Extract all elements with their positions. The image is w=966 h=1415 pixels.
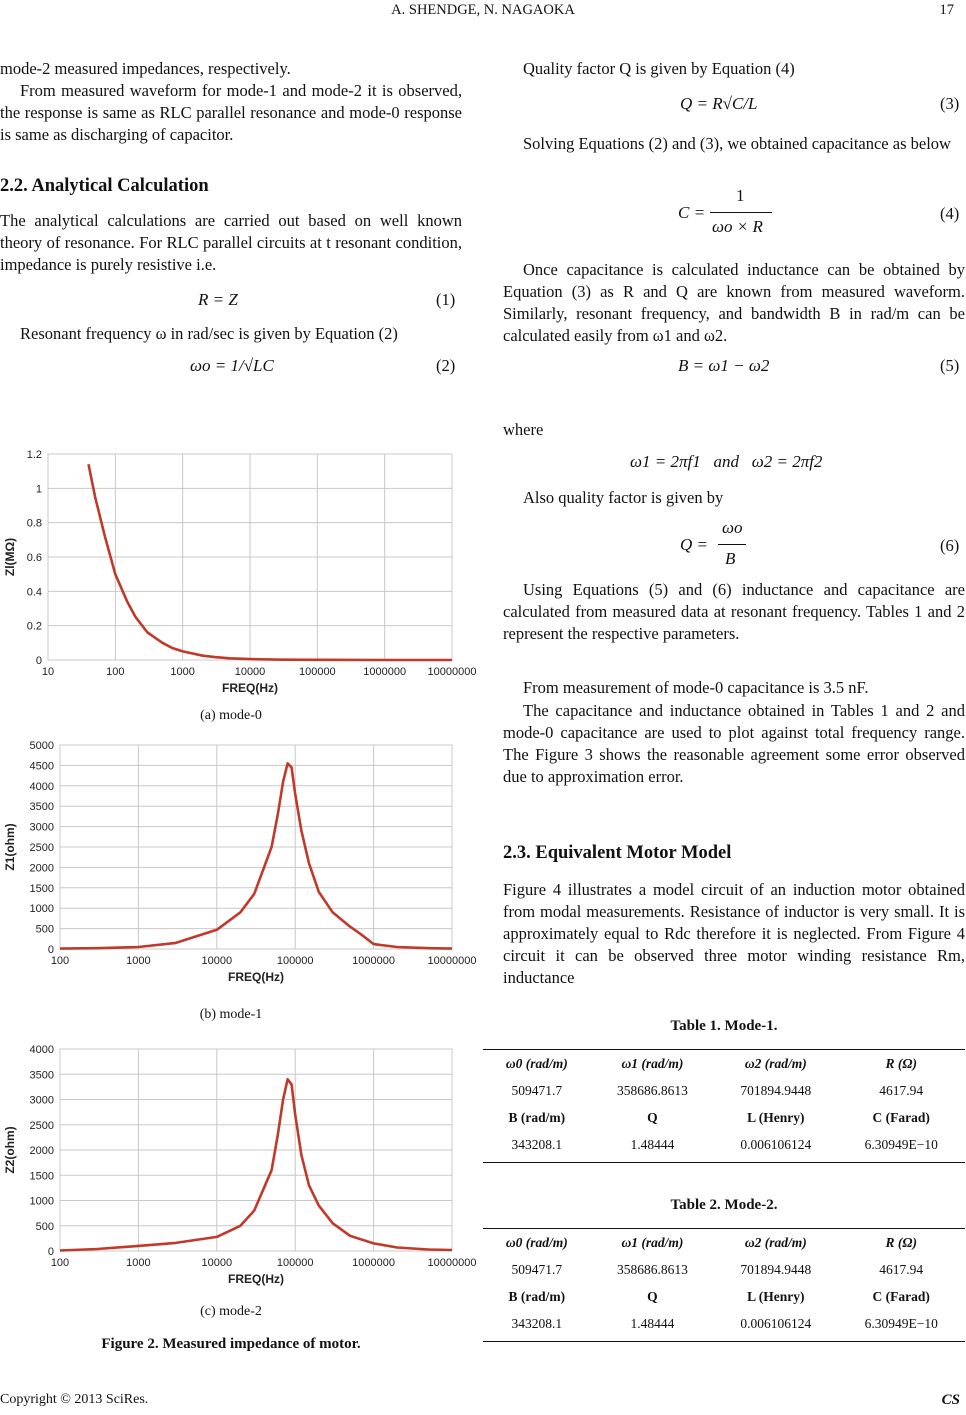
- paragraph: Solving Equations (2) and (3), we obtained capacitance as below: [523, 134, 951, 153]
- table-cell: 509471.7: [511, 1082, 563, 1098]
- footer-copyright: Copyright © 2013 SciRes.: [0, 1392, 149, 1407]
- y-tick-label: 0: [35, 655, 42, 667]
- y-tick-label: 1000: [29, 1195, 54, 1208]
- table-title: Table 2. Mode-2.: [670, 1197, 778, 1213]
- table-1: [483, 1018, 965, 1163]
- table-cell: 0.006106124: [740, 1315, 812, 1331]
- table-cell: 1.48444: [630, 1315, 675, 1331]
- table-head-cell: ω0 (rad/m): [505, 1055, 568, 1071]
- x-axis-label: FREQ(Hz): [222, 681, 278, 695]
- chart-caption: (b) mode-1: [199, 1007, 263, 1022]
- table-cell: 6.30949E−10: [864, 1315, 938, 1331]
- y-tick-label: 1: [35, 483, 42, 496]
- y-tick-label: 3500: [29, 801, 54, 814]
- x-tick-label: 1000000: [352, 955, 396, 967]
- equation-omega: ω1 = 2πf1 and ω2 = 2πf2: [630, 452, 823, 471]
- x-tick-label: 10000000: [427, 1257, 477, 1269]
- equation-number: (1): [436, 290, 456, 309]
- equation-number: (4): [940, 204, 960, 223]
- y-tick-label: 0.2: [26, 620, 42, 633]
- table-cell: 343208.1: [511, 1136, 563, 1152]
- paragraph: Resonant frequency ω in rad/sec is given by Equation (2): [20, 324, 398, 343]
- y-tick-label: 0.8: [26, 517, 42, 530]
- table-2: [483, 1197, 965, 1342]
- y-tick-label: 2500: [29, 1119, 54, 1132]
- y-tick-label: 3500: [29, 1069, 54, 1082]
- y-tick-label: 4000: [29, 1044, 54, 1056]
- y-tick-label: 0: [47, 1246, 54, 1258]
- table-cell: 358686.8613: [616, 1261, 688, 1277]
- equation-number: (5): [940, 356, 960, 375]
- paragraph: Quality factor Q is given by Equation (4): [523, 59, 795, 78]
- y-tick-label: 2000: [29, 862, 54, 875]
- equation-5: B = ω1 − ω2: [678, 356, 770, 375]
- chart-caption: (a) mode-0: [200, 708, 262, 723]
- eq-numerator: ωo: [722, 518, 743, 537]
- eq-lhs: C =: [678, 203, 706, 222]
- equation-number: (3): [940, 94, 960, 113]
- x-tick-label: 10: [41, 666, 55, 678]
- x-tick-label: 10000: [201, 955, 233, 967]
- x-tick-label: 100: [50, 955, 70, 967]
- equation-2: ωo = 1/√LC: [190, 356, 274, 375]
- y-tick-label: 1.2: [26, 449, 42, 461]
- table-body: [483, 1229, 965, 1337]
- y-axis-label: Z1(ohm): [3, 823, 17, 871]
- eq-numerator: 1: [736, 186, 745, 205]
- table-head-cell: ω1 (rad/m): [621, 1055, 684, 1071]
- table-body: [483, 1050, 965, 1158]
- table-head-cell: ω2 (rad/m): [744, 1055, 807, 1071]
- table-head-cell: R (Ω): [885, 1234, 917, 1250]
- equation-4: [678, 186, 788, 242]
- equation-number: (2): [436, 356, 456, 375]
- y-tick-label: 3000: [29, 1094, 54, 1107]
- x-axis-label: FREQ(Hz): [228, 1272, 284, 1286]
- y-axis-label: Z2(ohm): [3, 1126, 17, 1174]
- table-head-cell: Q: [647, 1109, 658, 1125]
- paragraph: The analytical calculations are carried out based on well known theory of resonance. For RLC parallel circuits at t resonant condition, impedance is purely resistive i.e.: [0, 211, 462, 274]
- paragraph: mode-2 measured impedances, respectively.: [0, 59, 291, 78]
- equation-6: [680, 518, 760, 574]
- paragraph: From measured waveform for mode-1 and mode-2 it is observed, the response is same as RLC parallel resonance and mode-0 response is same as discharging of capacitor.: [0, 81, 462, 144]
- y-tick-label: 1500: [29, 1170, 54, 1183]
- table-title: Table 1. Mode-1.: [670, 1018, 778, 1034]
- chart-mode-2: [0, 1037, 477, 1297]
- x-tick-label: 100000: [298, 666, 336, 678]
- x-tick-label: 100: [106, 666, 125, 678]
- table-cell: 701894.9448: [740, 1082, 812, 1098]
- y-tick-label: 0.4: [26, 586, 42, 599]
- x-tick-label: 1000: [126, 955, 151, 967]
- paragraph: From measurement of mode-0 capacitance is 3.5 nF.: [523, 678, 869, 697]
- x-tick-label: 100000: [276, 1257, 314, 1269]
- table-cell: 6.30949E−10: [864, 1136, 938, 1152]
- table-cell: 343208.1: [511, 1315, 563, 1331]
- paragraph: Also quality factor is given by: [523, 488, 724, 507]
- y-axis-label: Zl(MΩ): [3, 537, 17, 577]
- table-cell: 358686.8613: [616, 1082, 688, 1098]
- table-head-cell: R (Ω): [885, 1055, 917, 1071]
- section-heading: 2.2. Analytical Calculation: [0, 176, 209, 196]
- paragraph: Using Equations (5) and (6) inductance and capacitance are calculated from measured data at resonant frequency. Tables 1 and 2 represent the respective parameters.: [503, 580, 965, 643]
- table-head-cell: ω0 (rad/m): [505, 1234, 568, 1250]
- table-head-cell: C (Farad): [872, 1109, 930, 1125]
- x-tick-label: 10000: [234, 666, 266, 678]
- page-number: 17: [939, 2, 954, 18]
- y-tick-label: 0.6: [26, 552, 42, 564]
- table-cell: 509471.7: [511, 1261, 563, 1277]
- section-heading: 2.3. Equivalent Motor Model: [503, 843, 732, 863]
- y-tick-label: 500: [35, 1220, 54, 1233]
- fraction-bar: [710, 212, 772, 213]
- table-head-cell: L (Henry): [747, 1288, 805, 1304]
- table-head-cell: B (rad/m): [508, 1288, 566, 1304]
- table-head-cell: ω1 (rad/m): [621, 1234, 684, 1250]
- y-tick-label: 3000: [29, 821, 54, 834]
- table-cell: 0.006106124: [740, 1136, 812, 1152]
- table-head-cell: ω2 (rad/m): [744, 1234, 807, 1250]
- y-tick-label: 5000: [29, 740, 54, 752]
- table-cell: 4617.94: [879, 1082, 924, 1098]
- paragraph: The capacitance and inductance obtained in Tables 1 and 2 and mode-0 capacitance are used to plot against total frequency range. The Figure 3 shows the reasonable agreement some error observed due to approximation error.: [503, 701, 965, 786]
- table-head-cell: L (Henry): [747, 1109, 805, 1125]
- x-tick-label: 10000000: [427, 666, 477, 678]
- x-tick-label: 10000000: [427, 955, 477, 967]
- x-tick-label: 1000: [170, 666, 195, 678]
- paragraph: Once capacitance is calculated inductance can be obtained by Equation (3) as R and Q are known from measured waveform. Similarly, resonant frequency, and bandwidth B in rad/m can be calculated easily from ω1 and ω2.: [503, 260, 965, 345]
- footer-journal: CS: [941, 1392, 960, 1408]
- chart-mode-1: [0, 733, 477, 1003]
- table-head-cell: C (Farad): [872, 1288, 930, 1304]
- x-tick-label: 10000: [201, 1257, 233, 1269]
- chart-caption: (c) mode-2: [200, 1304, 262, 1319]
- table-head-cell: Q: [647, 1288, 658, 1304]
- chart-mode-0: [0, 440, 477, 702]
- paragraph: Figure 4 illustrates a model circuit of an induction motor obtained from modal measurements. Resistance of inductor is very small. It is approximately equal to Rdc therefore it is neglected. From Figure 4 circuit it can be observed three motor winding resistance Rm, inductance: [503, 880, 965, 987]
- equation-1: R = Z: [198, 290, 238, 309]
- x-tick-label: 100: [50, 1257, 70, 1269]
- y-tick-label: 2000: [29, 1145, 54, 1157]
- x-tick-label: 1000: [126, 1257, 151, 1269]
- fraction-bar: [718, 544, 746, 545]
- y-tick-label: 1500: [29, 882, 54, 895]
- y-tick-label: 1000: [29, 903, 54, 916]
- eq-lhs: Q =: [680, 535, 708, 554]
- equation-3: Q = R√C/L: [680, 94, 758, 113]
- table-cell: 4617.94: [879, 1261, 924, 1277]
- equation-number: (6): [940, 536, 960, 555]
- table-cell: 1.48444: [630, 1136, 675, 1152]
- y-tick-label: 4500: [29, 760, 54, 773]
- paragraph: where: [503, 420, 544, 439]
- table-cell: 701894.9448: [740, 1261, 812, 1277]
- y-tick-label: 2500: [29, 842, 54, 854]
- table-head-cell: B (rad/m): [508, 1109, 566, 1125]
- y-tick-label: 500: [35, 923, 54, 936]
- figure-caption: Figure 2. Measured impedance of motor.: [101, 1336, 361, 1352]
- x-tick-label: 1000000: [363, 666, 407, 678]
- running-header: A. SHENDGE, N. NAGAOKA: [391, 2, 575, 18]
- x-tick-label: 1000000: [352, 1257, 396, 1269]
- y-tick-label: 0: [47, 944, 54, 956]
- eq-denominator: ωo × R: [712, 217, 763, 236]
- y-tick-label: 4000: [29, 780, 54, 793]
- eq-denominator: B: [725, 549, 736, 568]
- x-axis-label: FREQ(Hz): [228, 970, 284, 984]
- x-tick-label: 100000: [276, 955, 314, 967]
